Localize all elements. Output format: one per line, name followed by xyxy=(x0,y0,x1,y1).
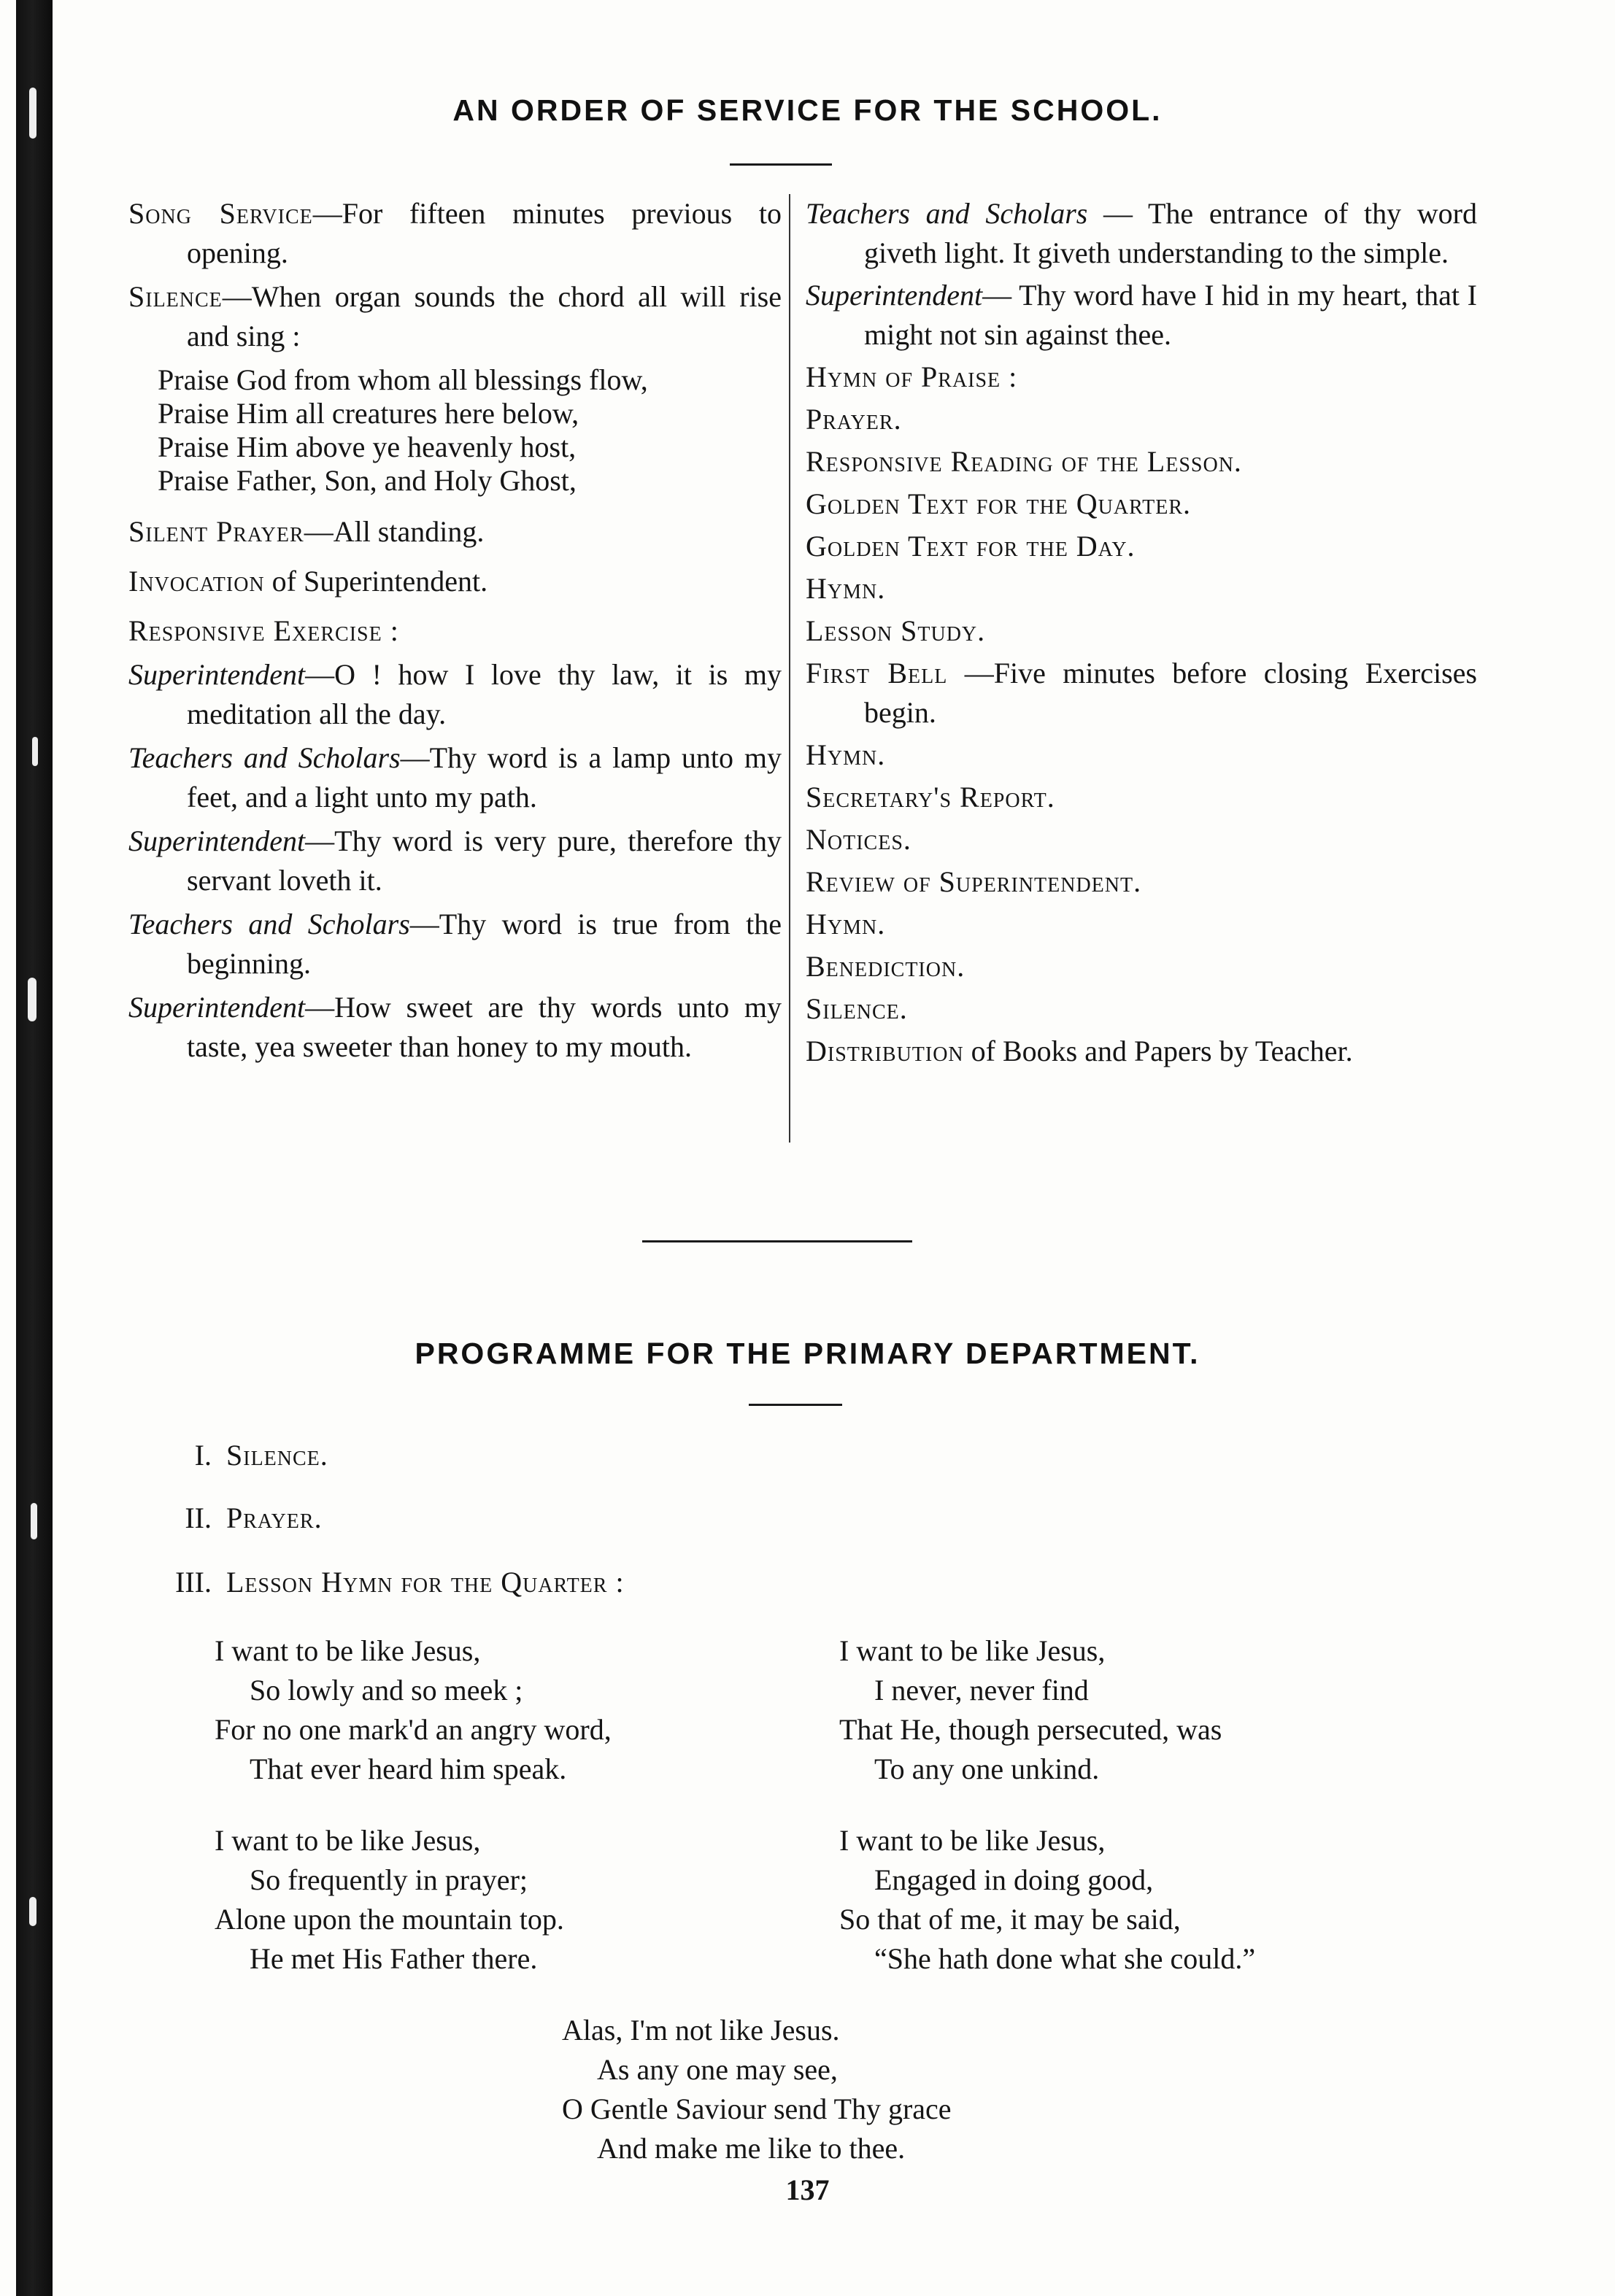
entry-text: —All standing. xyxy=(304,515,485,548)
response-text: —Thy word is very pure, therefore thy servant loveth it. xyxy=(187,824,782,897)
service-item xyxy=(806,569,1477,608)
hymn-line: Alone upon the mountain top. xyxy=(215,1903,564,1936)
response-text: — The entrance of thy word giveth light. It giveth understanding to the simple. xyxy=(864,197,1477,269)
hymn-line: “She hath done what she could.” xyxy=(874,1942,1256,1975)
hymn-line: As any one may see, xyxy=(597,2053,838,2086)
service-item xyxy=(806,778,1477,817)
hymn-line: I want to be like Jesus, xyxy=(839,1634,1106,1667)
hymn-line: So that of me, it may be said, xyxy=(839,1903,1181,1936)
doxology-line: Praise Father, Son, and Holy Ghost, xyxy=(158,464,577,497)
spine-mark xyxy=(28,978,36,1021)
hymn-line: Alas, I'm not like Jesus. xyxy=(562,2014,840,2046)
hymn-line: O Gentle Saviour send Thy grace xyxy=(562,2092,952,2125)
invocation-entry xyxy=(128,562,782,601)
hymn-stanza-2 xyxy=(839,1631,1222,1789)
response-entry xyxy=(128,988,782,1067)
response-entry xyxy=(128,905,782,983)
response-speaker: Teachers and Scholars xyxy=(128,908,410,940)
right-column xyxy=(806,194,1477,1074)
response-text: —Thy word is a lamp unto my feet, and a light unto my path. xyxy=(187,741,782,813)
response-text: —How sweet are thy words unto my taste, yea sweeter than honey to my mouth. xyxy=(187,991,782,1063)
item-label: Prayer. xyxy=(226,1501,323,1534)
hymn-line: I want to be like Jesus, xyxy=(215,1634,481,1667)
left-column xyxy=(128,194,782,1071)
silence-entry xyxy=(128,277,782,356)
service-item-label: Benediction. xyxy=(806,950,965,983)
service-item xyxy=(806,735,1477,775)
doxology-line: Praise Him all creatures here below, xyxy=(158,397,579,430)
service-item-label: Prayer. xyxy=(806,403,902,436)
entry-label: Responsive Exercise : xyxy=(128,614,399,647)
service-item xyxy=(806,611,1477,651)
hymn-line: I want to be like Jesus, xyxy=(839,1824,1106,1857)
response-speaker: Teachers and Scholars xyxy=(806,197,1088,230)
response-speaker: Superintendent xyxy=(128,658,306,691)
service-item xyxy=(806,989,1477,1029)
service-item-label: Hymn of Praise : xyxy=(806,360,1018,393)
item-label: Silence. xyxy=(226,1439,328,1472)
service-item xyxy=(806,442,1477,482)
response-text: —O ! how I love thy law, it is my meditation all the day. xyxy=(187,658,782,730)
entry-text: of Superintendent. xyxy=(264,565,488,598)
hymn-line: So frequently in prayer; xyxy=(250,1863,528,1896)
title-rule xyxy=(730,163,832,166)
hymn-line: For no one mark'd an angry word, xyxy=(215,1713,612,1746)
response-speaker: Superintendent xyxy=(128,991,306,1024)
entry-text: —When organ sounds the chord all will rise and sing : xyxy=(187,280,782,352)
service-item-label: Secretary's Report. xyxy=(806,781,1055,813)
response-speaker: Teachers and Scholars xyxy=(128,741,401,774)
response-text: —Thy word is true from the beginning. xyxy=(187,908,782,980)
response-entry xyxy=(806,194,1477,273)
response-text: — Thy word have I hid in my heart, that I might not sin against thee. xyxy=(864,279,1477,351)
service-item xyxy=(806,1032,1477,1071)
service-item-label: Review of Superintendent. xyxy=(806,865,1142,898)
response-entry xyxy=(128,738,782,817)
service-item xyxy=(806,947,1477,986)
item-number: I. xyxy=(194,1439,212,1472)
hymn-line: He met His Father there. xyxy=(250,1942,538,1975)
order-of-service-title: AN ORDER OF SERVICE FOR THE SCHOOL. xyxy=(452,93,1163,127)
service-item xyxy=(806,905,1477,944)
service-item-label: Hymn. xyxy=(806,572,886,605)
service-item xyxy=(806,484,1477,524)
service-item-label: Notices. xyxy=(806,823,911,856)
service-item xyxy=(806,820,1477,859)
page-number: 137 xyxy=(785,2173,830,2206)
entry-label: Silent Prayer xyxy=(128,515,304,548)
hymn-line: That He, though persecuted, was xyxy=(839,1713,1222,1746)
entry-text: —For fifteen minutes previous to opening. xyxy=(187,197,782,269)
hymn-stanza-1 xyxy=(215,1631,612,1789)
service-item xyxy=(806,654,1477,733)
spine-mark xyxy=(29,1897,36,1926)
item-number: III. xyxy=(175,1566,212,1599)
hymn-line: Engaged in doing good, xyxy=(874,1863,1154,1896)
service-item xyxy=(806,357,1477,397)
doxology-line: Praise Him above ye heavenly host, xyxy=(158,430,577,463)
doxology-line: Praise God from whom all blessings flow, xyxy=(158,363,648,396)
title-rule xyxy=(749,1404,842,1406)
service-item xyxy=(806,862,1477,902)
service-item-text: —Five minutes before closing Exercises begin. xyxy=(864,657,1477,729)
hymn-line: I want to be like Jesus, xyxy=(215,1824,481,1857)
hymn-line: So lowly and so meek ; xyxy=(250,1674,523,1706)
service-item-label: Golden Text for the Quarter. xyxy=(806,487,1191,520)
response-entry xyxy=(128,655,782,734)
service-item-label: Hymn. xyxy=(806,738,886,771)
response-speaker: Superintendent xyxy=(128,824,306,857)
hymn-line: To any one unkind. xyxy=(874,1752,1100,1785)
responsive-exercise-entry xyxy=(128,611,782,651)
hymn-stanza-3 xyxy=(215,1821,564,1979)
response-speaker: Superintendent xyxy=(806,279,983,312)
spine-mark xyxy=(32,737,38,766)
response-entry xyxy=(128,822,782,900)
programme-item xyxy=(131,1563,625,1602)
item-label: Lesson Hymn for the Quarter : xyxy=(226,1566,625,1599)
silent-prayer-entry xyxy=(128,512,782,552)
service-item-label: Hymn. xyxy=(806,908,886,940)
item-number: II. xyxy=(185,1501,212,1534)
programme-item xyxy=(131,1436,328,1475)
song-service-entry xyxy=(128,194,782,273)
service-item xyxy=(806,400,1477,439)
entry-label: Song Service xyxy=(128,197,313,230)
book-spine-edge xyxy=(16,0,53,2296)
service-item-label: Lesson Study. xyxy=(806,614,986,647)
entry-label: Silence xyxy=(128,280,223,313)
hymn-stanza-5 xyxy=(562,2011,952,2168)
response-entry xyxy=(806,276,1477,355)
service-item-label: Silence. xyxy=(806,992,908,1025)
hymn-line: I never, never find xyxy=(874,1674,1089,1706)
service-item-label: Responsive Reading of the Lesson. xyxy=(806,445,1242,478)
doxology xyxy=(158,363,782,498)
section-divider-rule xyxy=(642,1240,912,1242)
service-item-label: Distribution xyxy=(806,1035,964,1067)
column-divider xyxy=(789,194,790,1143)
service-item-text: of Books and Papers by Teacher. xyxy=(963,1035,1353,1067)
entry-label: Invocation xyxy=(128,565,265,598)
spine-mark xyxy=(31,1503,37,1539)
primary-department-title: PROGRAMME FOR THE PRIMARY DEPARTMENT. xyxy=(415,1337,1200,1370)
hymn-line: And make me like to thee. xyxy=(597,2132,906,2165)
programme-item xyxy=(131,1499,323,1538)
service-item xyxy=(806,527,1477,566)
hymn-stanza-4 xyxy=(839,1821,1255,1979)
hymn-line: That ever heard him speak. xyxy=(250,1752,567,1785)
service-item-label: Golden Text for the Day. xyxy=(806,530,1136,563)
service-item-label: First Bell xyxy=(806,657,948,689)
